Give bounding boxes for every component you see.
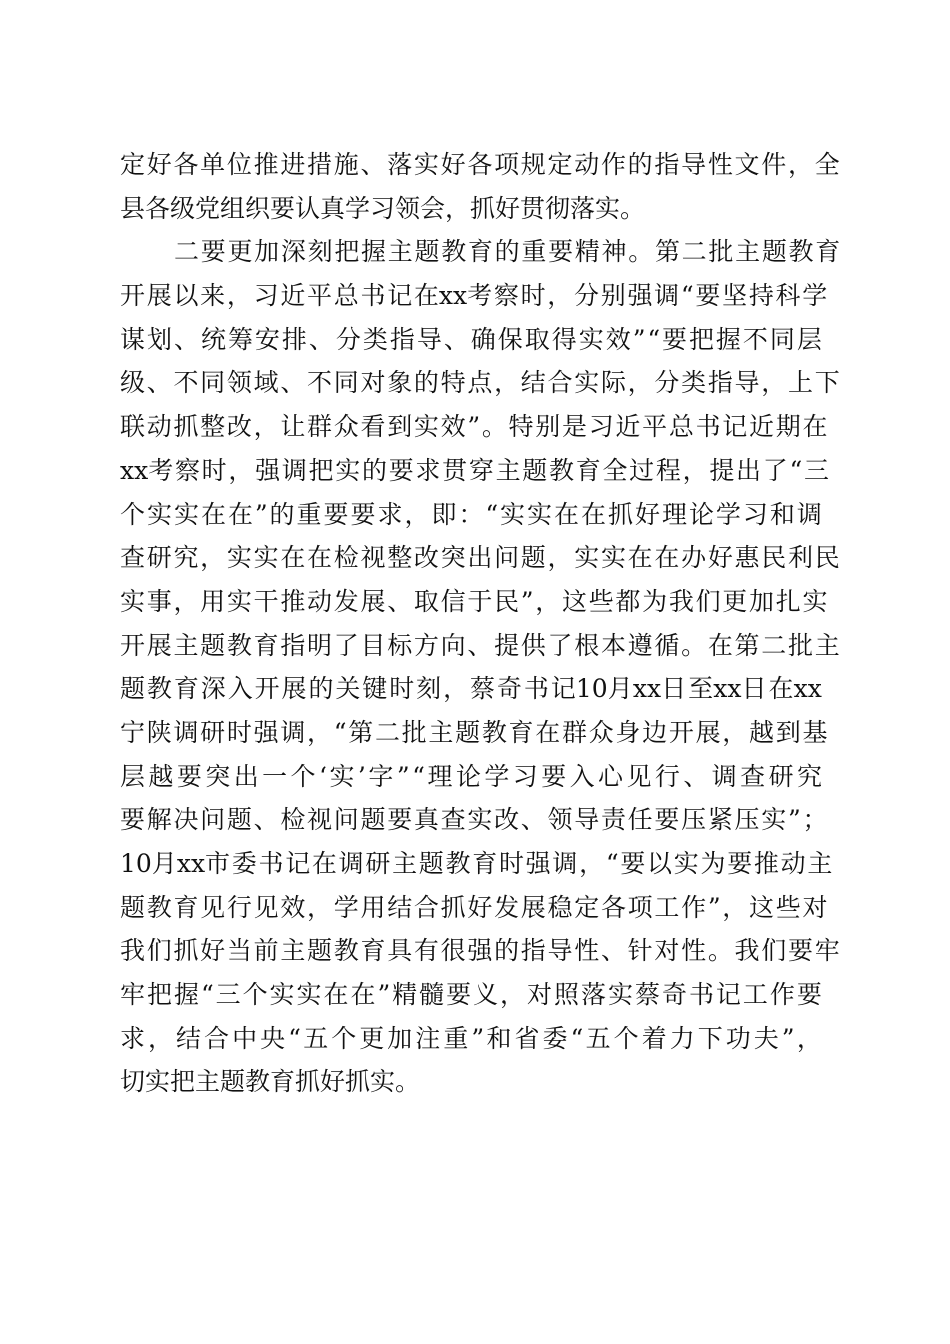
paragraph-continuation xyxy=(120,143,840,230)
text-line: 级 、 不 同 领 域 、 不 同 对 象 的 特 点 ， 结 合 实 际 ， 分 类 指 导 ， 上 下 xyxy=(120,368,840,398)
text-line: 切实把主题教育抓好抓实。 xyxy=(120,1067,421,1097)
text-line: 要 解 决 问 题 、 检 视 问 题 要 真 查 实 改 、 领 导 责 任 要 压 紧 压 实 ” ； xyxy=(120,805,828,835)
text-line: 定 好 各 单 位 推 进 措 施 、 落 实 好 各 项 规 定 动 作 的 指 导 性 文 件 ， 全 xyxy=(120,150,840,179)
text-line: 题 教 育 见 行 见 效 ， 学 用 结 合 抓 好 发 展 稳 定 各 项 工 作 ” ， 这 些 对 xyxy=(120,892,828,922)
text-line: 查 研 究 ， 实 实 在 在 检 视 整 改 突 出 问 题 ， 实 实 在 在 办 好 惠 民 利 民 xyxy=(120,543,840,573)
text-line: 牢 把 握 “ 三 个 实 实 在 在 ” 精 髓 要 义 ， 对 照 落 实 蔡 奇 书 记 工 作 要 xyxy=(120,980,822,1010)
text-line: 开 展 主 题 教 育 指 明 了 目 标 方 向 、 提 供 了 根 本 遵 循 。 在 第 二 批 主 xyxy=(120,630,840,660)
text-line: 谋 划 、 统 筹 安 排 、 分 类 指 导 、 确 保 取 得 实 效 ” “ 要 把 握 不 同 层 xyxy=(120,324,822,354)
text-line: 县各级党组织要认真学习领会，抓好贯彻落实。 xyxy=(120,193,646,223)
text-line: 二 要 更 加 深 刻 把 握 主 题 教 育 的 重 要 精 神 。 第 二 批 主 题 教 育 xyxy=(174,237,841,267)
text-line: 10月xx市 委 书 记 在 调 研 主 题 教 育 时 强 调 ， “ 要 以 实 为 要 推 动 主 xyxy=(120,849,833,878)
text-line: 题 教 育 深 入 开 展 的 关 键 时 刻 ， 蔡 奇 书 记10月xx日 至xx日 在xx xyxy=(120,674,822,704)
paragraph-main xyxy=(120,230,841,1104)
text-line: 开 展 以 来 ， 习 近 平 总 书 记 在xx考 察 时 ， 分 别 强 调 “ 要 坚 持 科 学 xyxy=(120,281,828,311)
text-line: 层 越 要 突 出 一 个 ‘ 实 ’ 字 ” “ 理 论 学 习 要 入 心 见 行 、 调 查 研 究 xyxy=(120,761,823,791)
document-body xyxy=(120,143,841,1104)
text-line: 宁 陕 调 研 时 强 调 ， “ 第 二 批 主 题 教 育 在 群 众 身 边 开 展 ， 越 到 基 xyxy=(120,717,828,747)
text-line: 我 们 抓 好 当 前 主 题 教 育 具 有 很 强 的 指 导 性 、 针 对 性 。 我 们 要 牢 xyxy=(120,936,840,966)
text-line: 个 实 实 在 在 ” 的 重 要 要 求 ， 即 ： “ 实 实 在 在 抓 好 理 论 学 习 和 调 xyxy=(120,499,822,529)
text-line: 实 事 ， 用 实 干 推 动 发 展 、 取 信 于 民 ” ， 这 些 都 为 我 们 更 加 扎 实 xyxy=(120,586,828,616)
text-line: xx考 察 时 ， 强 调 把 实 的 要 求 贯 穿 主 题 教 育 全 过 程 ， 提 出 了 “ 三 xyxy=(120,455,829,485)
text-line: 联 动 抓 整 改 ， 让 群 众 看 到 实 效 ” 。 特 别 是 习 近 平 总 书 记 近 期 在 xyxy=(120,412,828,442)
text-line: 求 ， 结 合 中 央 “ 五 个 更 加 注 重 ” 和 省 委 “ 五 个 着 力 下 功 夫 ” ， xyxy=(120,1023,822,1053)
